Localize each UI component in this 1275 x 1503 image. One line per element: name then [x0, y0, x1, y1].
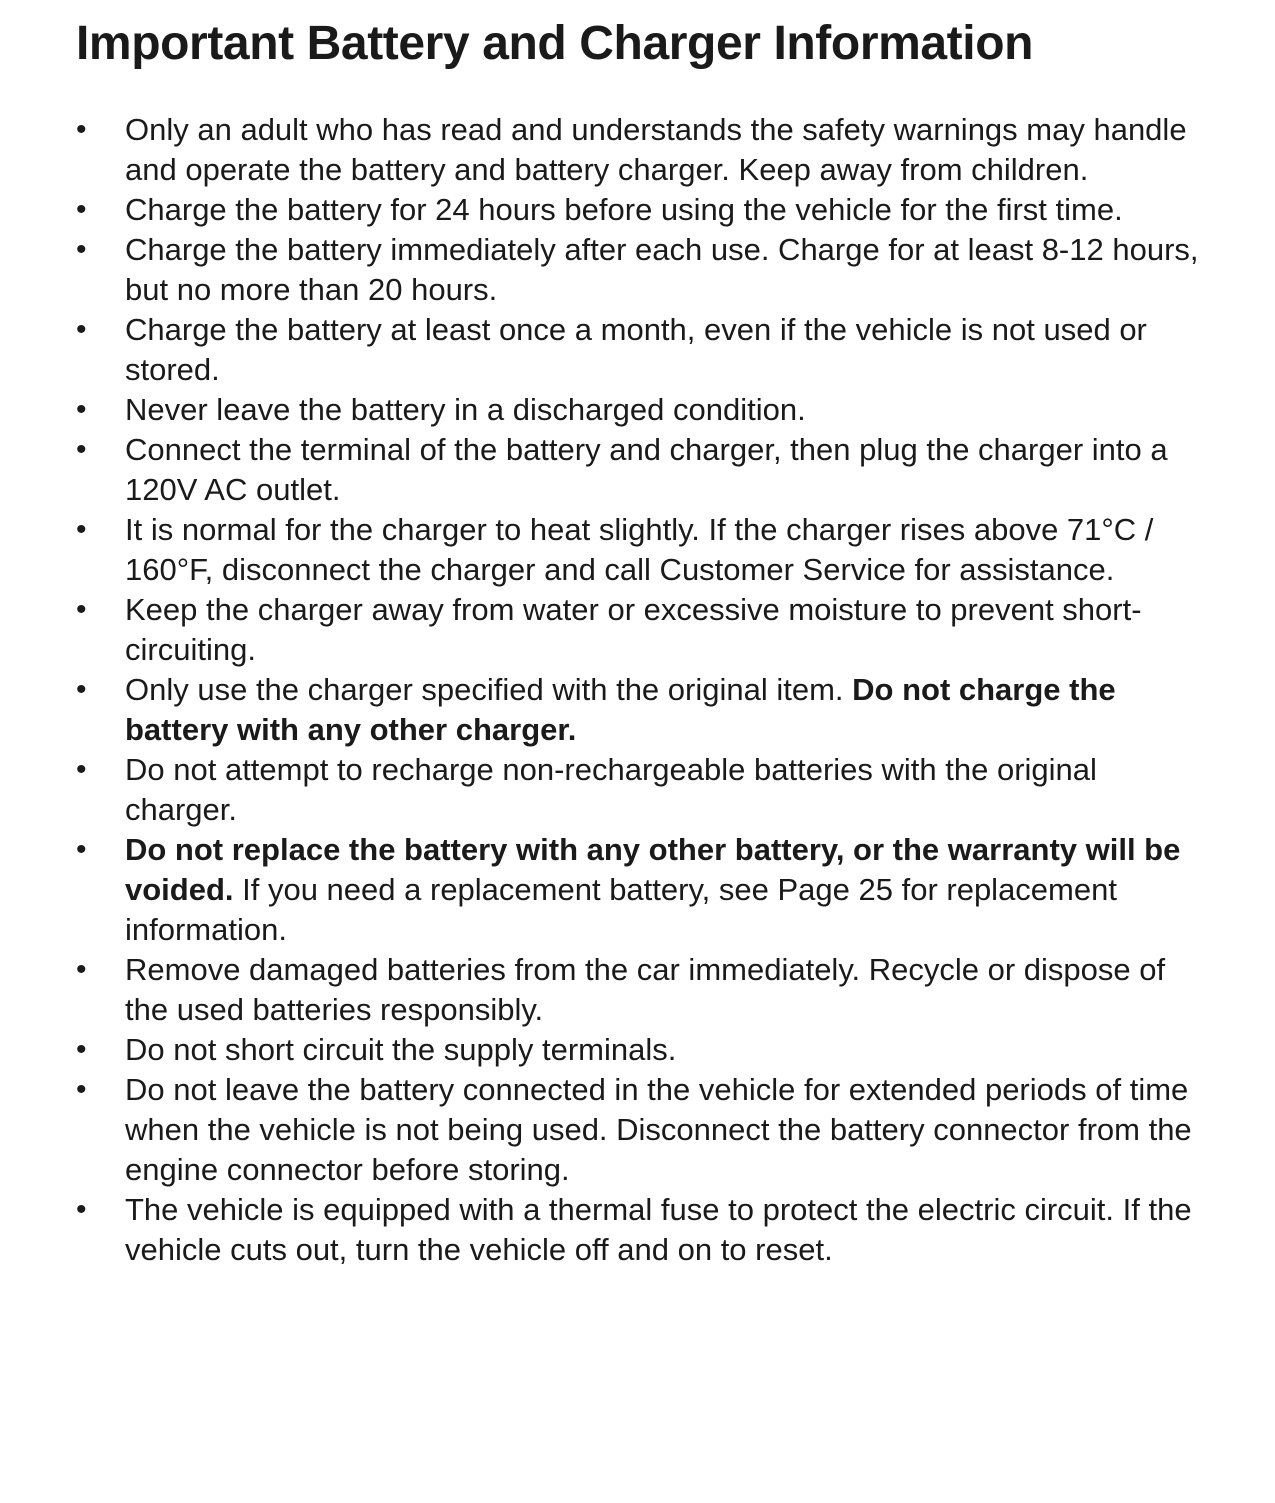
- list-item: [0, 190, 1275, 230]
- list-item: [0, 1030, 1275, 1070]
- list-item: [0, 750, 1275, 830]
- list-item: [0, 670, 1275, 750]
- list-item-text: The vehicle is equipped with a thermal fuse to protect the electric circuit. If the vehicle cuts out, turn the vehicle off and on to reset.: [125, 1192, 1192, 1267]
- list-item: [0, 230, 1275, 310]
- bullet-icon: •: [76, 593, 87, 626]
- list-item-bold-text: Do not replace the battery with any other battery, or the warranty will be voided.: [125, 832, 1181, 907]
- bullet-icon: •: [76, 1033, 87, 1066]
- list-item-text: Charge the battery at least once a month, even if the vehicle is not used or stored.: [125, 312, 1147, 387]
- list-item-text: It is normal for the charger to heat slightly. If the charger rises above 71°C / 160°F, disconnect the charger and call Customer Service for assistance.: [125, 512, 1154, 587]
- bullet-icon: •: [76, 193, 87, 226]
- bullet-icon: •: [76, 393, 87, 426]
- list-item: [0, 110, 1275, 190]
- list-item: [0, 950, 1275, 1030]
- bullet-icon: •: [76, 753, 87, 786]
- bullet-icon: •: [76, 513, 87, 546]
- list-item: [0, 590, 1275, 670]
- bullet-icon: •: [76, 833, 87, 866]
- list-item-text: Connect the terminal of the battery and charger, then plug the charger into a 120V AC outlet.: [125, 432, 1168, 507]
- list-item-text: Remove damaged batteries from the car immediately. Recycle or dispose of the used batteries responsibly.: [125, 952, 1166, 1027]
- list-item-text: Do not short circuit the supply terminals.: [125, 1032, 677, 1067]
- bullet-icon: •: [76, 233, 87, 266]
- bullet-icon: •: [76, 113, 87, 146]
- list-item-text: Never leave the battery in a discharged condition.: [125, 392, 806, 427]
- bullet-icon: •: [76, 1073, 87, 1106]
- bullet-icon: •: [76, 673, 87, 706]
- list-item-text: Keep the charger away from water or excessive moisture to prevent short-circuiting.: [125, 592, 1142, 667]
- list-item-text: Do not leave the battery connected in the vehicle for extended periods of time when the vehicle is not being used. Disconnect the battery connector from the engine connector before storing.: [125, 1072, 1192, 1187]
- list-item: [0, 1190, 1275, 1270]
- bullet-icon: •: [76, 433, 87, 466]
- list-item: [0, 310, 1275, 390]
- list-item-text: Do not attempt to recharge non-rechargeable batteries with the original charger.: [125, 752, 1097, 827]
- list-item-text: Charge the battery immediately after each use. Charge for at least 8-12 hours, but no more than 20 hours.: [125, 232, 1199, 307]
- list-item-text: Only use the charger specified with the original item.: [125, 672, 853, 707]
- list-item: [0, 510, 1275, 590]
- list-item-text: Only an adult who has read and understands the safety warnings may handle and operate the battery and battery charger. Keep away from children.: [125, 112, 1187, 187]
- list-item-text: If you need a replacement battery, see Page 25 for replacement information.: [125, 872, 1117, 947]
- list-item: [0, 390, 1275, 430]
- list-item-text: Charge the battery for 24 hours before using the vehicle for the first time.: [125, 192, 1123, 227]
- list-item: [0, 430, 1275, 510]
- battery-info-list: [0, 110, 1275, 1270]
- bullet-icon: •: [76, 1193, 87, 1226]
- list-item: [0, 830, 1275, 950]
- bullet-icon: •: [76, 313, 87, 346]
- list-item-bold-text: Do not charge the battery with any other charger.: [125, 672, 1116, 747]
- page-title: Important Battery and Charger Information: [76, 17, 1034, 70]
- bullet-icon: •: [76, 953, 87, 986]
- list-item: [0, 1070, 1275, 1190]
